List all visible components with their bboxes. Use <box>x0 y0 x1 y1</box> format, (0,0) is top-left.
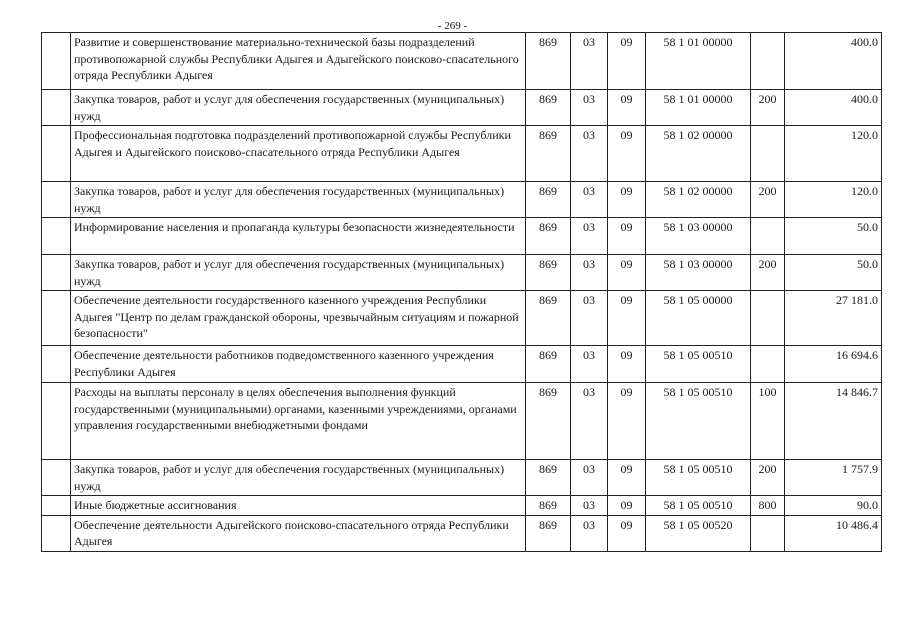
row-margin-cell <box>42 33 71 90</box>
ministry-code: 869 <box>526 33 571 90</box>
amount: 27 181.0 <box>785 291 882 346</box>
amount: 120.0 <box>785 182 882 218</box>
expense-type <box>751 515 785 551</box>
row-margin-cell <box>42 291 71 346</box>
row-margin-cell <box>42 126 71 182</box>
target-article: 58 1 05 00000 <box>646 291 751 346</box>
section-code: 03 <box>571 126 608 182</box>
row-margin-cell <box>42 515 71 551</box>
row-margin-cell <box>42 346 71 383</box>
item-name: Закупка товаров, работ и услуг для обеспечения государственных (муниципальных) нужд <box>71 182 526 218</box>
amount: 1 757.9 <box>785 460 882 496</box>
item-name: Профессиональная подготовка подразделений противопожарной службы Республики Адыгея и Адыгейского поисково-спасательного отряда Республики Адыгея <box>71 126 526 182</box>
ministry-code: 869 <box>526 496 571 516</box>
subsection-code: 09 <box>608 496 646 516</box>
row-margin-cell <box>42 255 71 291</box>
amount: 50.0 <box>785 255 882 291</box>
expense-type <box>751 346 785 383</box>
amount: 120.0 <box>785 126 882 182</box>
amount: 16 694.6 <box>785 346 882 383</box>
table-row <box>42 182 882 218</box>
subsection-code: 09 <box>608 218 646 255</box>
ministry-code: 869 <box>526 346 571 383</box>
section-code: 03 <box>571 460 608 496</box>
subsection-code: 09 <box>608 460 646 496</box>
section-code: 03 <box>571 291 608 346</box>
item-name: Расходы на выплаты персоналу в целях обеспечения выполнения функций государственными (муниципальными) органами, казенными учреждениями, органами управления государственными внебюджетными фондами <box>71 383 526 460</box>
amount: 400.0 <box>785 33 882 90</box>
table-row <box>42 90 882 126</box>
table-row <box>42 255 882 291</box>
row-margin-cell <box>42 218 71 255</box>
target-article: 58 1 05 00510 <box>646 496 751 516</box>
row-margin-cell <box>42 90 71 126</box>
target-article: 58 1 03 00000 <box>646 255 751 291</box>
section-code: 03 <box>571 33 608 90</box>
item-name: Информирование населения и пропаганда культуры безопасности жизнедеятельности <box>71 218 526 255</box>
table-row <box>42 218 882 255</box>
table-row <box>42 515 882 551</box>
item-name: Обеспечение деятельности Адыгейского поисково-спасательного отряда Республики Адыгея <box>71 515 526 551</box>
subsection-code: 09 <box>608 255 646 291</box>
budget-table <box>41 32 882 552</box>
row-margin-cell <box>42 182 71 218</box>
item-name: Закупка товаров, работ и услуг для обеспечения государственных (муниципальных) нужд <box>71 460 526 496</box>
table-row <box>42 460 882 496</box>
section-code: 03 <box>571 383 608 460</box>
target-article: 58 1 01 00000 <box>646 33 751 90</box>
amount: 50.0 <box>785 218 882 255</box>
ministry-code: 869 <box>526 515 571 551</box>
expense-type: 100 <box>751 383 785 460</box>
ministry-code: 869 <box>526 126 571 182</box>
expense-type <box>751 126 785 182</box>
subsection-code: 09 <box>608 182 646 218</box>
target-article: 58 1 05 00520 <box>646 515 751 551</box>
table-row <box>42 383 882 460</box>
section-code: 03 <box>571 496 608 516</box>
subsection-code: 09 <box>608 90 646 126</box>
expense-type: 200 <box>751 255 785 291</box>
subsection-code: 09 <box>608 383 646 460</box>
ministry-code: 869 <box>526 460 571 496</box>
table-row <box>42 291 882 346</box>
subsection-code: 09 <box>608 291 646 346</box>
subsection-code: 09 <box>608 126 646 182</box>
section-code: 03 <box>571 255 608 291</box>
ministry-code: 869 <box>526 182 571 218</box>
row-margin-cell <box>42 496 71 516</box>
section-code: 03 <box>571 346 608 383</box>
table-row <box>42 33 882 90</box>
table-row <box>42 496 882 516</box>
target-article: 58 1 01 00000 <box>646 90 751 126</box>
subsection-code: 09 <box>608 33 646 90</box>
section-code: 03 <box>571 90 608 126</box>
item-name: Иные бюджетные ассигнования <box>71 496 526 516</box>
item-name: Обеспечение деятельности работников подведомственного казенного учреждения Республики Адыгея <box>71 346 526 383</box>
row-margin-cell <box>42 460 71 496</box>
subsection-code: 09 <box>608 515 646 551</box>
target-article: 58 1 02 00000 <box>646 182 751 218</box>
item-name: Развитие и совершенствование материально-технической базы подразделений противопожарной службы Республики Адыгея и Адыгейского поисково-спасательного отряда Республики Адыгея <box>71 33 526 90</box>
section-code: 03 <box>571 218 608 255</box>
target-article: 58 1 03 00000 <box>646 218 751 255</box>
section-code: 03 <box>571 182 608 218</box>
amount: 400.0 <box>785 90 882 126</box>
target-article: 58 1 02 00000 <box>646 126 751 182</box>
amount: 90.0 <box>785 496 882 516</box>
table-row <box>42 126 882 182</box>
target-article: 58 1 05 00510 <box>646 460 751 496</box>
expense-type <box>751 33 785 90</box>
table-row <box>42 346 882 383</box>
expense-type <box>751 218 785 255</box>
section-code: 03 <box>571 515 608 551</box>
amount: 10 486.4 <box>785 515 882 551</box>
expense-type: 200 <box>751 460 785 496</box>
ministry-code: 869 <box>526 218 571 255</box>
ministry-code: 869 <box>526 291 571 346</box>
ministry-code: 869 <box>526 255 571 291</box>
ministry-code: 869 <box>526 90 571 126</box>
item-name: Закупка товаров, работ и услуг для обеспечения государственных (муниципальных) нужд <box>71 255 526 291</box>
amount: 14 846.7 <box>785 383 882 460</box>
expense-type: 200 <box>751 182 785 218</box>
item-name: Обеспечение деятельности государственного казенного учреждения Республики Адыгея "Центр по делам гражданской обороны, чрезвычайным ситуациям и пожарной безопасности" <box>71 291 526 346</box>
expense-type <box>751 291 785 346</box>
subsection-code: 09 <box>608 346 646 383</box>
row-margin-cell <box>42 383 71 460</box>
item-name: Закупка товаров, работ и услуг для обеспечения государственных (муниципальных) нужд <box>71 90 526 126</box>
expense-type: 800 <box>751 496 785 516</box>
page-number: - 269 - <box>437 20 468 32</box>
expense-type: 200 <box>751 90 785 126</box>
target-article: 58 1 05 00510 <box>646 383 751 460</box>
target-article: 58 1 05 00510 <box>646 346 751 383</box>
ministry-code: 869 <box>526 383 571 460</box>
